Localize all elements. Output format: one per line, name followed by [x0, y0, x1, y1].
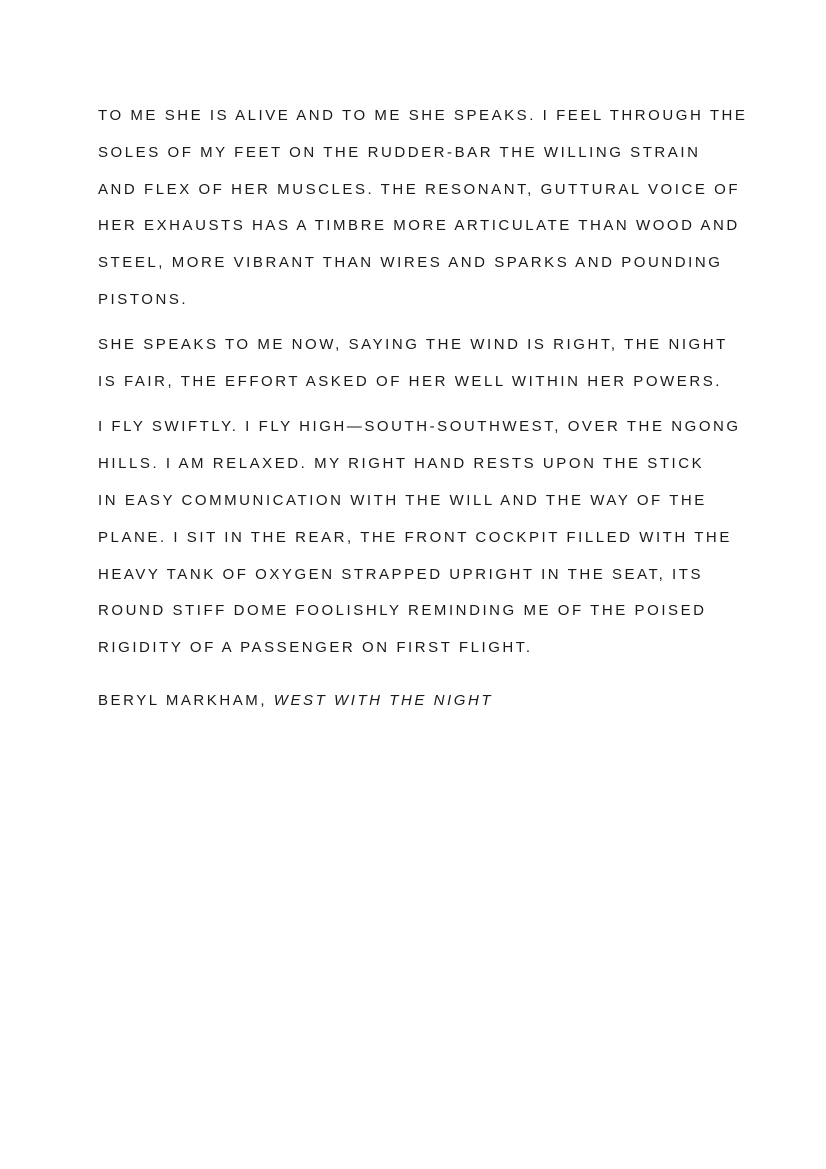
text-line: I FLY SWIFTLY. I FLY HIGH—SOUTH-SOUTHWEST, OVER THE NGONG — [98, 418, 741, 436]
text-line: SOLES OF MY FEET ON THE RUDDER-BAR THE WILLING STRAIN — [98, 143, 701, 161]
quote-paragraph-3 — [98, 409, 758, 667]
document-page — [98, 98, 758, 720]
text-line: IN EASY COMMUNICATION WITH THE WILL AND THE WAY OF THE — [98, 491, 707, 509]
attribution-author: BERYL MARKHAM, — [98, 691, 274, 709]
text-line: PISTONS. — [98, 290, 189, 308]
quote-paragraph-1 — [98, 98, 758, 319]
attribution — [98, 683, 758, 720]
quote-body — [98, 98, 758, 667]
text-line: HER EXHAUSTS HAS A TIMBRE MORE ARTICULATE THAN WOOD AND — [98, 217, 740, 235]
text-line: HILLS. I AM RELAXED. MY RIGHT HAND RESTS UPON THE STICK — [98, 455, 705, 473]
text-line: ROUND STIFF DOME FOOLISHLY REMINDING ME OF THE POISED — [98, 602, 707, 620]
text-line: TO ME SHE IS ALIVE AND TO ME SHE SPEAKS. I FEEL THROUGH THE — [98, 107, 748, 124]
text-line: HEAVY TANK OF OXYGEN STRAPPED UPRIGHT IN THE SEAT, ITS — [98, 565, 704, 583]
text-line: AND FLEX OF HER MUSCLES. THE RESONANT, GUTTURAL VOICE OF — [98, 180, 741, 198]
text-line: SHE SPEAKS TO ME NOW, SAYING THE WIND IS RIGHT, THE NIGHT — [98, 336, 728, 354]
text-line: PLANE. I SIT IN THE REAR, THE FRONT COCKPIT FILLED WITH THE — [98, 528, 732, 546]
text-line: IS FAIR, THE EFFORT ASKED OF HER WELL WITHIN HER POWERS. — [98, 373, 722, 391]
attribution-title: WEST WITH THE NIGHT — [273, 691, 494, 709]
text-line: STEEL, MORE VIBRANT THAN WIRES AND SPARKS AND POUNDING — [98, 254, 723, 272]
quote-paragraph-2 — [98, 327, 758, 401]
text-line: RIGIDITY OF A PASSENGER ON FIRST FLIGHT. — [98, 639, 533, 657]
